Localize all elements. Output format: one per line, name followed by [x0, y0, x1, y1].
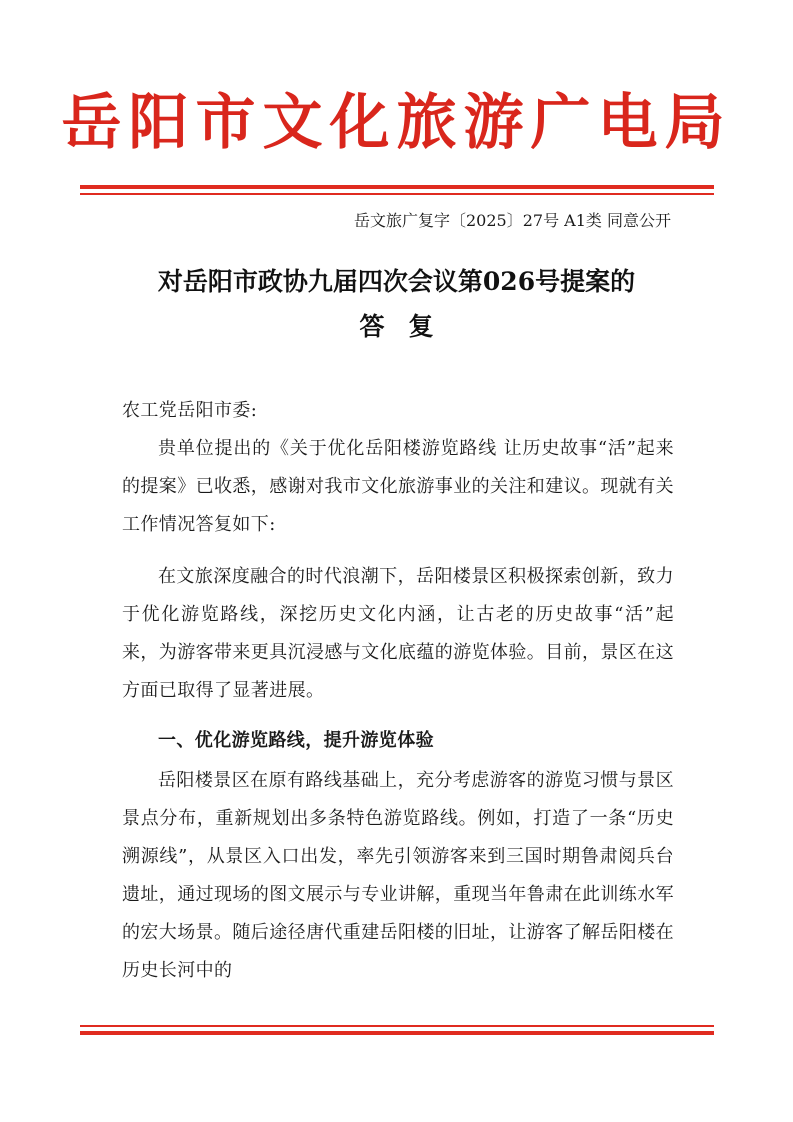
section-heading: 一、优化游览路线，提升游览体验 — [158, 730, 434, 751]
letterhead-divider-thin — [80, 193, 714, 195]
paragraph-context: 在文旅深度融合的时代浪潮下，岳阳楼景区积极探索创新，致力于优化游览路线，深挖历史文化内涵，让古老的历史故事“活”起来，为游客带来更具沉浸感与文化底蕴的游览体验。目前，景区在这方面已取得了显著进展。 — [122, 566, 674, 701]
paragraph-section-body: 岳阳楼景区在原有路线基础上，充分考虑游客的游览习惯与景区景点分布，重新规划出多条特色游览路线。例如，打造了一条“历史溯源线”，从景区入口出发，率先引领游客来到三国时期鲁肃阅兵台遗址，通过现场的图文展示与专业讲解，重现当年鲁肃在此训练水军的宏大场景。随后途径唐代重建岳阳楼的旧址，让游客了解岳阳楼在历史长河中的 — [122, 770, 674, 981]
salutation: 农工党岳阳市委: — [122, 400, 258, 421]
document-title-line1: 对岳阳市政协九届四次会议第026号提案的 — [157, 267, 636, 296]
document-number: 岳文旅广复字〔2025〕27号 A1类 同意公开 — [354, 211, 671, 230]
paragraph-intro: 贵单位提出的《关于优化岳阳楼游览路线 让历史故事“活”起来的提案》已收悉，感谢对我市文化旅游事业的关注和建议。现就有关工作情况答复如下: — [122, 438, 674, 535]
footer-divider-thick — [80, 1031, 714, 1035]
footer-divider-thin — [80, 1025, 714, 1027]
document-title-line2: 答复 — [359, 312, 458, 341]
letterhead-divider-thick — [80, 185, 714, 189]
agency-letterhead: 岳阳市文化旅游广电局 — [61, 88, 732, 158]
